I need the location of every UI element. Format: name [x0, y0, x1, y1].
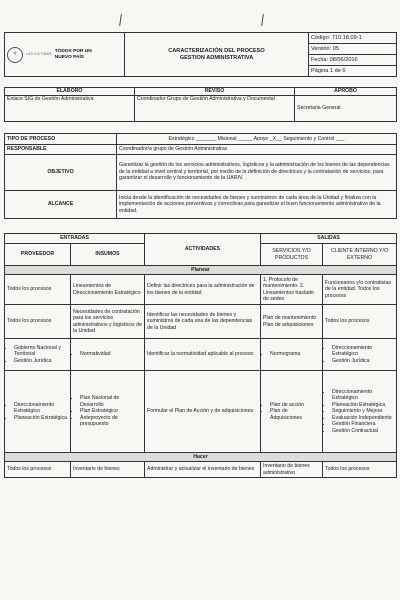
tipo-value: Estratégico _______ Misional _____ Apoyo _X__ Seguimiento y Control ___	[117, 134, 397, 145]
row1-insumos: Lineamientos de Direccionamiento Estratégico	[71, 275, 145, 305]
row5-actividad: Administrar y actualizar el inventario de bienes	[145, 462, 261, 478]
row5-insumos: Inventario de bienes	[71, 462, 145, 478]
elaboro-value: Enlace SIG de Gestión Administrativa	[5, 96, 135, 122]
row1-servicios: 1. Protocolo de mantenimiento. 2. Lineamientos traslado de sedes	[261, 275, 323, 305]
aprobo-label: APROBÓ	[295, 88, 397, 96]
scan-mark	[119, 14, 122, 26]
list-item: • Gestión Jurídica	[14, 358, 68, 365]
title-line2: GESTION ADMINISTRATIVA	[179, 54, 254, 61]
scan-mark	[261, 14, 264, 26]
list-item: • Anteproyecto de presupuesto	[80, 415, 142, 428]
codigo: Código: 710.18.09-1	[309, 33, 397, 44]
table-row	[5, 462, 397, 478]
list-item: • Gobierno Nacional y Territorial	[14, 345, 68, 358]
row2-insumos: Necesidades de contratación para los servicios administrativos y logísticos de la Unidad	[71, 305, 145, 339]
scan-marks	[0, 14, 400, 30]
hacer-section: Hacer	[5, 453, 397, 462]
list-item: • Normograma	[270, 351, 320, 358]
alcance-label: ALCANCE	[5, 190, 117, 218]
row1-actividad: Definir las directrices para la administración de los bienes de la entidad	[145, 275, 261, 305]
pagina: Página 1 de 6	[309, 66, 397, 77]
proveedor-header: PROVEEDOR	[5, 244, 71, 266]
table-row	[5, 275, 397, 305]
responsable-value: Coordinador/a grupo de Gestión Administrativa	[117, 144, 397, 154]
objetivo-value: Garantizar la gestión de los servicios administrativos, logísticos y la administración de los bienes de las dependencias de la entidad a nivel central y territorial, por medio de la definición de directrices y la contratación de servicios, para garantizar el desarrollo y funcionamiento de la UARIV.	[117, 154, 397, 190]
reviso-value: Coordinador Grupo de Gestión Administrativa y Documental	[135, 96, 295, 122]
table-row	[5, 339, 397, 371]
signatures-table	[4, 87, 397, 122]
elaboro-label: ELABORÓ	[5, 88, 135, 96]
row4-actividad: Formular el Plan de Acción y de adquisiciones	[145, 371, 261, 453]
aprobo-value: Secretaria General	[295, 96, 397, 122]
table-row	[5, 305, 397, 339]
row2-servicios: Plan de mantenimiento Plan de adquisiciones	[261, 305, 323, 339]
list-item: • Direccionamiento Estratégico	[332, 389, 394, 402]
title-line1: CARACTERIZACIÓN DEL PROCESO	[168, 47, 265, 54]
brand-line2: NUEVO PAÍS	[54, 54, 84, 60]
government-seal-icon: ⚜	[7, 47, 23, 63]
table-row	[5, 371, 397, 453]
version: Versión: 05	[309, 44, 397, 55]
list-item: • Normatividad	[80, 351, 142, 358]
row3-servicios	[261, 339, 323, 371]
salidas-header: SALIDAS	[261, 234, 397, 244]
fecha: Fecha: 08/06/2016	[309, 55, 397, 66]
row5-proveedor: Todos los procesos	[5, 462, 71, 478]
list-item: • Plan de acción	[270, 402, 320, 409]
info-table	[4, 133, 397, 219]
list-item: • Gestión Financiera	[332, 421, 394, 428]
brand-line1: TODOS POR UN	[54, 49, 92, 55]
list-item: • Plan de Adquisiciones	[270, 408, 320, 421]
row5-cliente: Todos los procesos	[323, 462, 397, 478]
row3-proveedor	[5, 339, 71, 371]
list-item: • Planeación Estratégica	[14, 415, 68, 422]
logo-cell	[5, 33, 125, 77]
list-item: • Plan Nacional de Desarrollo	[80, 395, 142, 408]
reviso-label: REVISÓ	[135, 88, 295, 96]
row3-cliente	[323, 339, 397, 371]
row4-cliente	[323, 371, 397, 453]
row2-cliente: Todos los procesos	[323, 305, 397, 339]
responsable-label: RESPONSABLE	[5, 144, 117, 154]
list-item: • Gestión Jurídica	[332, 358, 394, 365]
planear-section: Planear	[5, 266, 397, 275]
logo-text: LAS VÍCTIMAS	[26, 52, 52, 57]
list-item: • Evaluación Independiente	[332, 415, 394, 422]
list-item: • Seguimiento y Mejora	[332, 408, 394, 415]
cliente-header: CLIENTE INTERNO Y/O EXTERNO	[323, 244, 397, 266]
insumos-header: INSUMOS	[71, 244, 145, 266]
objetivo-label: OBJETIVO	[5, 154, 117, 190]
list-item: • Plan Estratégico	[80, 408, 142, 415]
alcance-value: Inicia desde la identificación de necesidades de bienes y suministros de cada área de la Unidad y finaliza con la implementación de acciones preventivas y correctivas para garantizar el buen funcionamiento administrativo de la entidad.	[117, 190, 397, 218]
list-item: • Direccionamiento Estratégico	[14, 402, 68, 415]
tipo-label: TIPO DE PROCESO	[5, 134, 117, 145]
row1-cliente: Funcionarios y/o contratistas de la entidad. Todos los procesos	[323, 275, 397, 305]
list-item: • Planeación Estratégica	[332, 402, 394, 409]
row3-insumos	[71, 339, 145, 371]
row5-servicios: Inventario de bienes administrativo	[261, 462, 323, 478]
list-item: • Direccionamiento Estratégico	[332, 345, 394, 358]
document-title	[125, 33, 309, 77]
entradas-header: ENTRADAS	[5, 234, 145, 244]
servicios-header: SERVICIOS Y/O PRODUCTOS	[261, 244, 323, 266]
row4-insumos	[71, 371, 145, 453]
row3-actividad: Identificar la normatividad aplicable al proceso	[145, 339, 261, 371]
process-table	[4, 233, 397, 478]
row1-proveedor: Todos los procesos	[5, 275, 71, 305]
row4-servicios	[261, 371, 323, 453]
row4-proveedor	[5, 371, 71, 453]
header-table	[4, 32, 397, 77]
row2-actividad: Identificar las necesidades de bienes y suministros de cada una de las dependencias de la Unidad	[145, 305, 261, 339]
row2-proveedor: Todos los procesos	[5, 305, 71, 339]
list-item: • Gestión Contractual	[332, 428, 394, 435]
actividades-header: ACTIVIDADES	[145, 234, 261, 266]
